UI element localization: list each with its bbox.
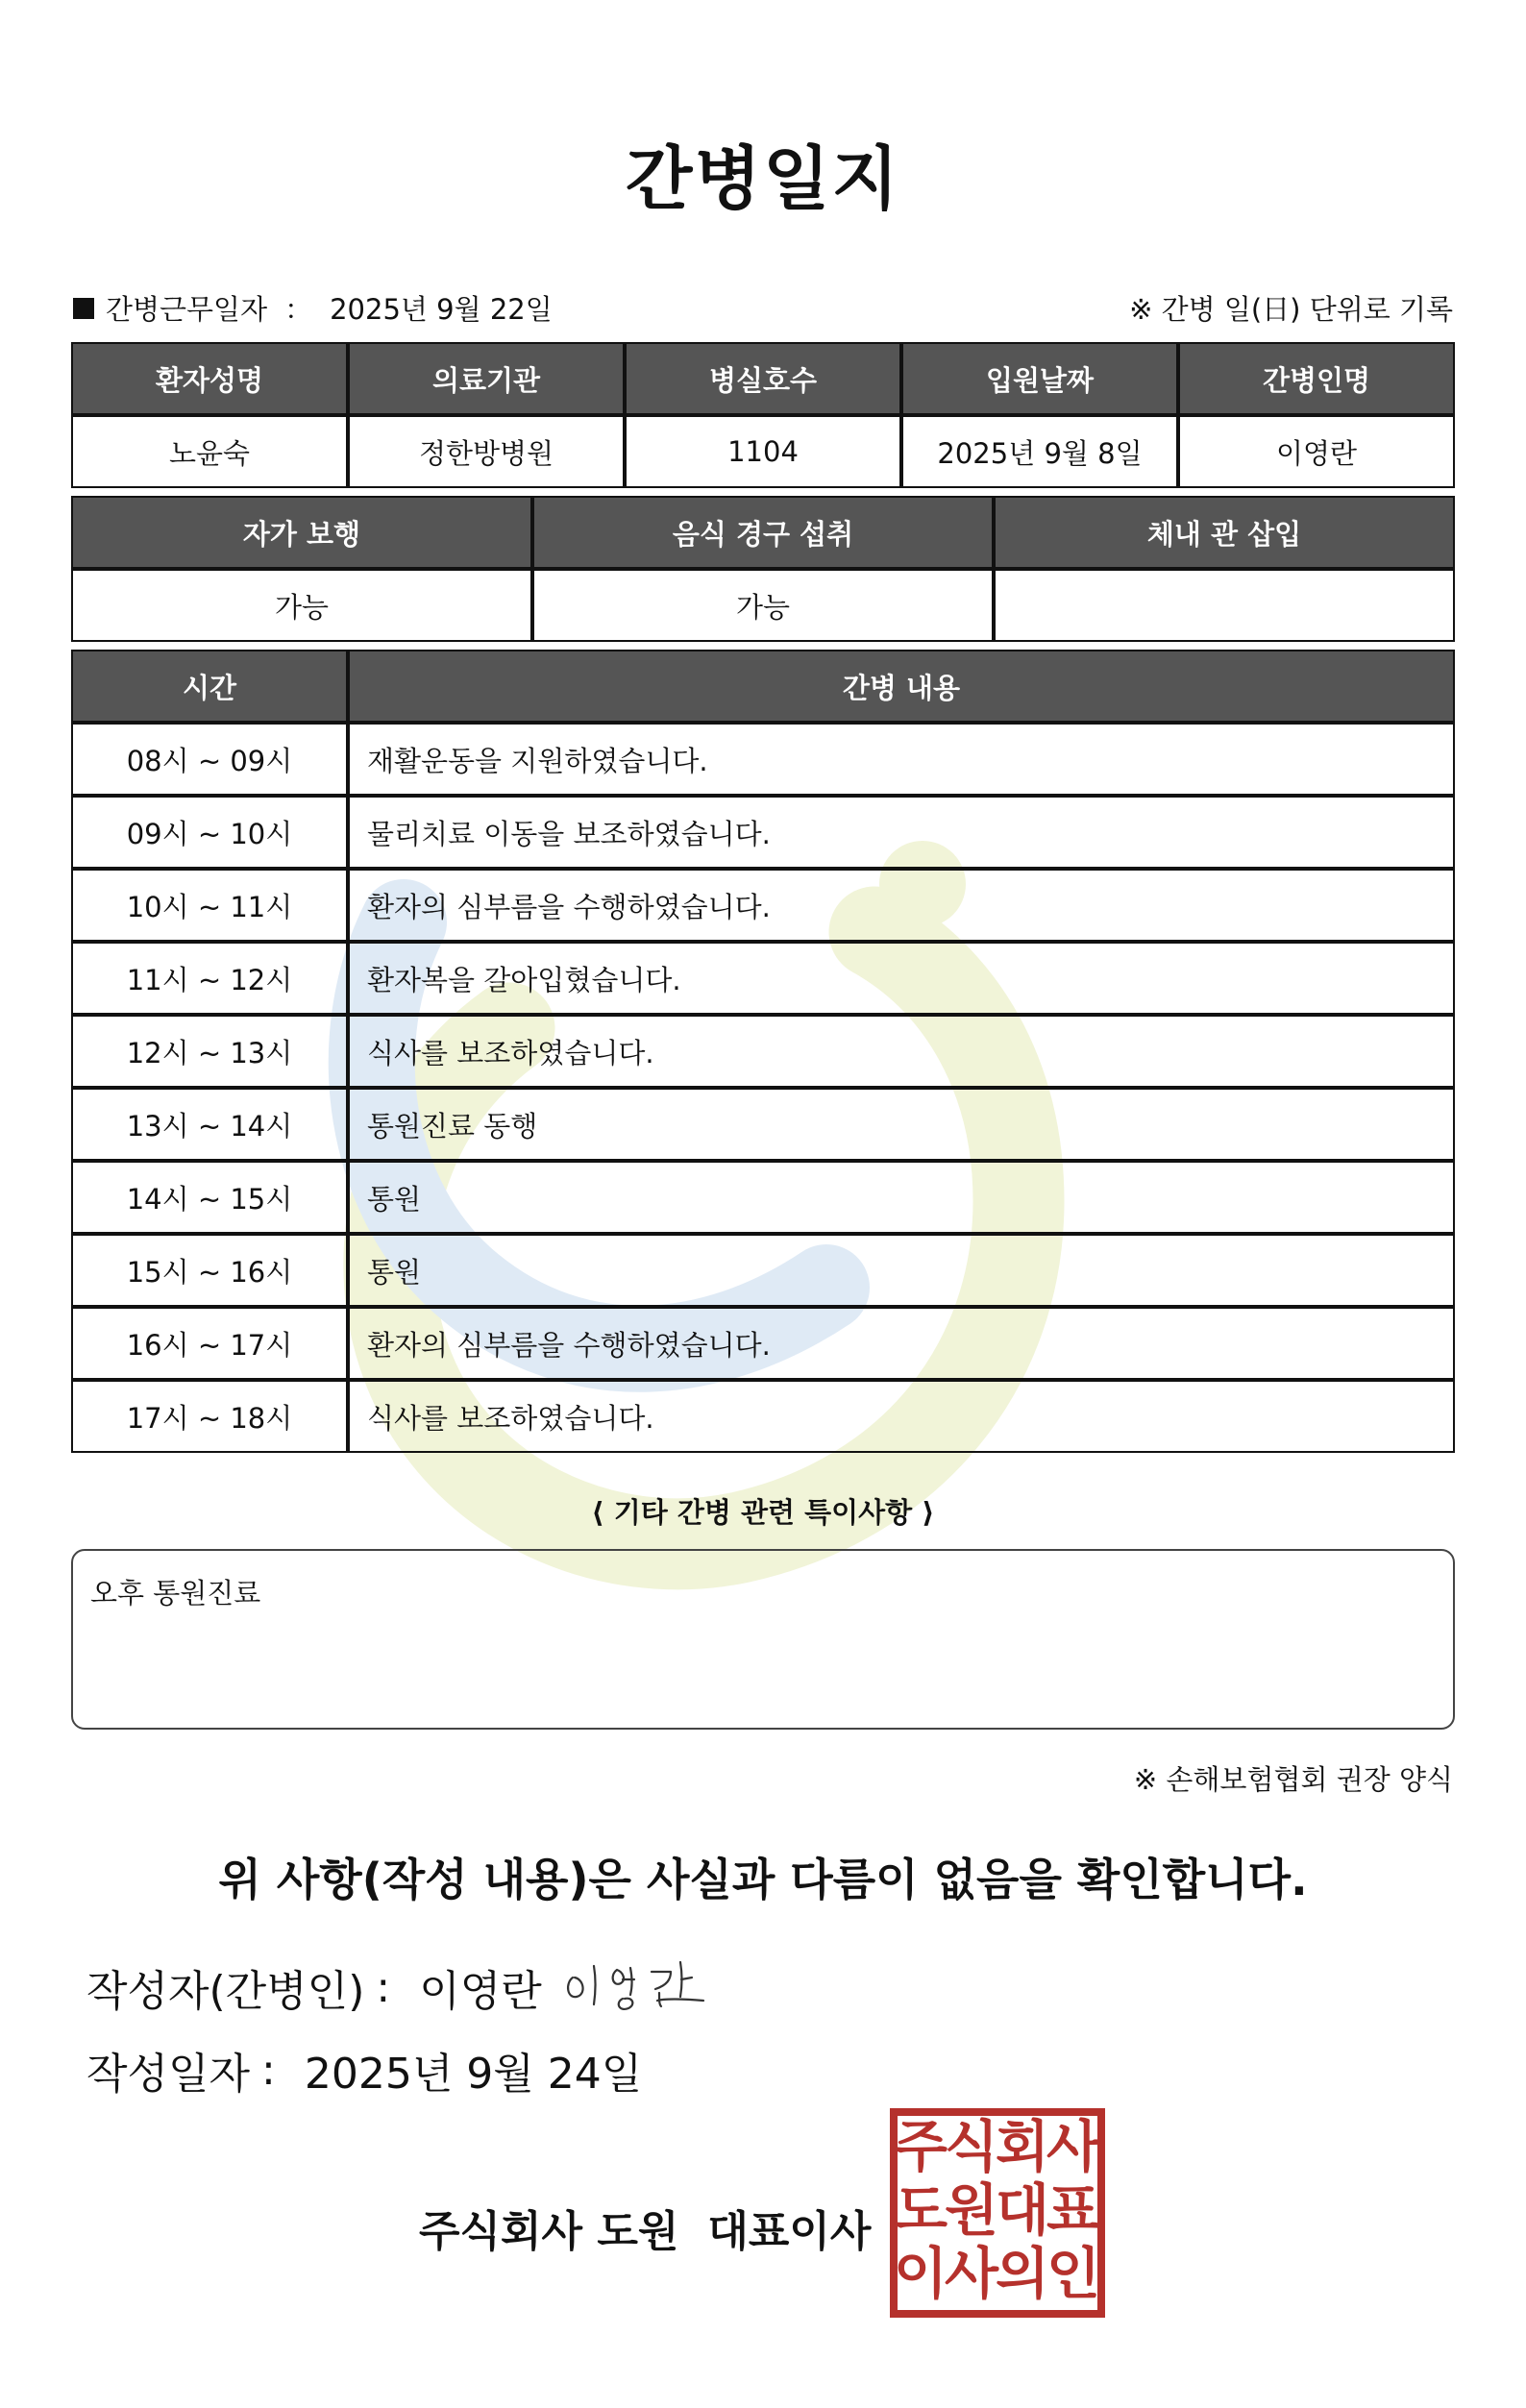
seal-glyph: 주 (893, 2114, 948, 2179)
time-slot: 09시 ~ 10시 (71, 796, 348, 869)
seal-glyph: 표 (1046, 2177, 1101, 2243)
care-content: 물리치료 이동을 보조하였습니다. (348, 796, 1455, 869)
seal-glyph: 회 (995, 2114, 1050, 2179)
seal-glyph: 이 (893, 2241, 948, 2306)
seal-glyph: 대 (995, 2177, 1050, 2243)
table-row (71, 942, 1455, 1015)
table-row (71, 1307, 1455, 1380)
time-slot: 12시 ~ 13시 (71, 1015, 348, 1088)
table-row (71, 796, 1455, 869)
author-colon: : (376, 1962, 391, 2012)
header-caregiver-name: 간병인명 (1178, 342, 1455, 415)
self-walking-value: 가능 (71, 569, 532, 642)
time-slot: 17시 ~ 18시 (71, 1380, 348, 1453)
confirmation-statement: 위 사항(작성 내용)은 사실과 다름이 없음을 확인합니다. (218, 1854, 1308, 1905)
table-row (71, 869, 1455, 942)
care-content: 환자의 심부름을 수행하였습니다. (348, 869, 1455, 942)
header-time: 시간 (71, 650, 348, 723)
table-row (71, 1234, 1455, 1307)
header-patient-name: 환자성명 (71, 342, 348, 415)
time-slot: 11시 ~ 12시 (71, 942, 348, 1015)
seal-glyph: 원 (944, 2177, 999, 2243)
company-representative-title: 대표이사 (707, 2207, 872, 2256)
admission-date: 2025년 9월 8일 (901, 415, 1178, 488)
form-source-note: ※ 손해보험협회 권장 양식 (1133, 1763, 1453, 1796)
work-date-value: 2025년 9월 22일 (330, 293, 553, 326)
care-log-table (71, 650, 1455, 1453)
company-name: 주식회사 도원 (419, 2207, 679, 2256)
room-number: 1104 (625, 415, 901, 488)
patient-name: 노윤숙 (71, 415, 348, 488)
care-content: 식사를 보조하였습니다. (348, 1015, 1455, 1088)
header-hospital: 의료기관 (348, 342, 625, 415)
tube-insertion-value (994, 569, 1455, 642)
care-content: 식사를 보조하였습니다. (348, 1380, 1455, 1453)
daily-record-note: ※ 간병 일(日) 단위로 기록 (1129, 293, 1453, 326)
time-slot: 10시 ~ 11시 (71, 869, 348, 942)
notes-box (71, 1549, 1455, 1730)
header-tube-insertion: 체내 관 삽입 (994, 496, 1455, 569)
caregiver-name: 이영란 (1178, 415, 1455, 488)
patient-info-table (71, 342, 1455, 488)
written-date-row (86, 2039, 642, 2101)
care-content: 통원 (348, 1234, 1455, 1307)
author-label: 작성자(간병인) (86, 1967, 365, 2016)
seal-glyph: 사 (944, 2241, 999, 2306)
document-title: 간병일지 (625, 138, 901, 219)
time-slot: 14시 ~ 15시 (71, 1161, 348, 1234)
written-date-colon: : (261, 2045, 276, 2095)
table-row (71, 1380, 1455, 1453)
table-row (71, 1015, 1455, 1088)
care-content: 환자복을 갈아입혔습니다. (348, 942, 1455, 1015)
time-slot: 16시 ~ 17시 (71, 1307, 348, 1380)
seal-glyph: 식 (944, 2114, 999, 2179)
table-row (71, 723, 1455, 796)
written-date-value: 2025년 9월 24일 (304, 2050, 643, 2099)
notes-text: 오후 통원진료 (90, 1577, 261, 1609)
work-date-colon: ： (284, 293, 313, 326)
header-oral-intake: 음식 경구 섭취 (532, 496, 994, 569)
time-slot: 08시 ~ 09시 (71, 723, 348, 796)
table-row (71, 1161, 1455, 1234)
header-room-number: 병실호수 (625, 342, 901, 415)
time-slot: 15시 ~ 16시 (71, 1234, 348, 1307)
seal-glyph: 의 (995, 2241, 1050, 2306)
table-row (71, 1088, 1455, 1161)
header-self-walking: 자가 보행 (71, 496, 532, 569)
company-seal-stamp (888, 2106, 1107, 2320)
time-slot: 13시 ~ 14시 (71, 1088, 348, 1161)
company-signature-line (419, 2197, 871, 2258)
author-row (86, 1956, 542, 2018)
work-date-row (73, 288, 553, 328)
care-content: 재활운동을 지원하였습니다. (348, 723, 1455, 796)
handwritten-signature (559, 1949, 723, 2016)
author-name: 이영란 (419, 1967, 542, 2016)
seal-glyph: 인 (1046, 2241, 1101, 2306)
seal-glyph: 사 (1046, 2114, 1101, 2179)
oral-intake-value: 가능 (532, 569, 994, 642)
header-care-content: 간병 내용 (348, 650, 1455, 723)
care-content: 환자의 심부름을 수행하였습니다. (348, 1307, 1455, 1380)
square-bullet-icon (73, 298, 94, 319)
patient-status-table (71, 496, 1455, 642)
seal-glyph: 도 (893, 2177, 948, 2243)
notes-title: ⟨ 기타 간병 관련 특이사항 ⟩ (591, 1496, 935, 1529)
written-date-label: 작성일자 (86, 2050, 251, 2099)
header-admission-date: 입원날짜 (901, 342, 1178, 415)
care-content: 통원진료 동행 (348, 1088, 1455, 1161)
work-date-label: 간병근무일자 (106, 293, 268, 326)
care-content: 통원 (348, 1161, 1455, 1234)
hospital-name: 정한방병원 (348, 415, 625, 488)
